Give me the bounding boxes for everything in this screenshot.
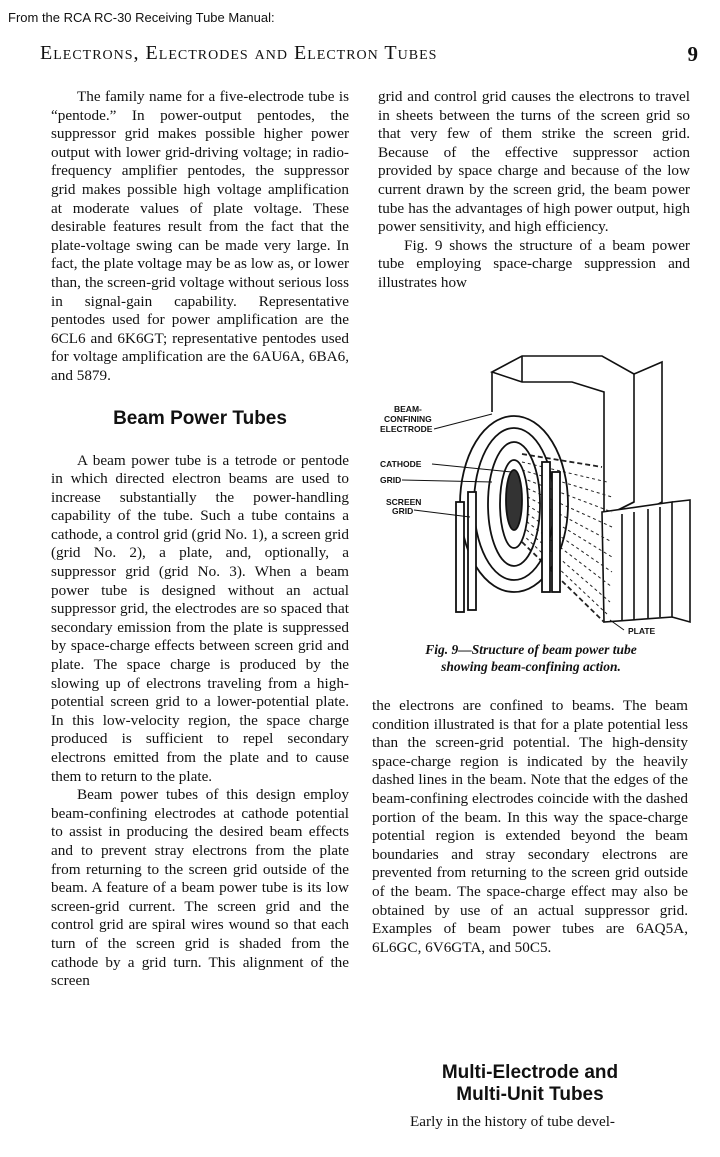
paragraph: grid and control grid causes the electrons to travel in sheets between the turns of the screen grid so that very few of them strike the screen grid. Because of the effective suppressor action provided by space charge and because of the low current drawn by the screen grid, the beam power tube has the advantages of high power output, high power sensitivity, and high efficiency. <box>378 88 690 236</box>
label-beam-confining-2: CONFINING <box>384 414 432 424</box>
page-number: 9 <box>687 42 698 66</box>
paragraph: Early in the history of tube devel- <box>410 1113 615 1130</box>
paragraph: Beam power tubes of this design employ beam-confining electrodes at cathode potential to assist in producing the desired beam effects and to prevent stray electrons from the plate from returning to the screen grid outside of the beam. A feature of a beam power tube is its low screen-grid current. The screen grid and the control grid are spiral wires wound so that each turn of the screen grid is shaded from the cathode by a grid turn. This alignment of the screen <box>51 786 349 990</box>
paragraph: the electrons are confined to beams. The beam condition illustrated is that for a plate potential less than the screen-grid potential. The high-density space-charge region is indicated by the heavily dashed lines in the beam. Note that the edges of the beam-confining electrodes coincide with the dashed portion of the beam. In this way the space-charge potential region is extended beyond the beam boundaries and stray secondary electrons are prevented from returning to the screen grid outside of the beam. The space-charge effect may also be obtained by use of an actual suppressor grid. Examples of beam power tubes are 6AQ5A, 6L6GC, 6V6GTA, and 50C5. <box>372 697 688 956</box>
source-note: From the RCA RC-30 Receiving Tube Manual: <box>8 10 275 25</box>
heading-line: Multi-Electrode and <box>441 1062 619 1083</box>
label-grid: GRID <box>380 475 402 485</box>
caption-line: Fig. 9—Structure of beam power tube <box>425 642 637 657</box>
section-heading-multi-electrode <box>372 1062 688 1106</box>
figure-beam-power-tube <box>372 352 698 642</box>
label-beam-confining: BEAM- <box>394 404 422 414</box>
label-beam-confining-3: ELECTRODE <box>380 424 433 434</box>
paragraph: The family name for a five-electrode tube is “pentode.” In power-output pentodes, the suppressor grid makes possible higher power output with lower grid-driving voltage; in radio-frequency amplifier pentodes, the suppressor grid makes possible high voltage amplification at moderate values of plate voltage. These desirable features result from the fact that the plate-voltage swing can be made very large. In fact, the plate voltage may be as low as, or lower than, the screen-grid voltage without serious loss in signal-gain capability. Representative pentodes used for power amplification are the 6CL6 and 6K6GT; representative pentodes used for voltage amplification are the 6AU6A, 6BA6, and 5879. <box>51 88 349 384</box>
section-heading-beam-power: Beam Power Tubes <box>113 407 287 429</box>
right-column-bottom <box>372 697 688 957</box>
grid-assembly <box>456 416 568 612</box>
label-screen-grid-2: GRID <box>392 506 414 516</box>
running-head: Electrons, Electrodes and Electron Tubes <box>40 42 438 64</box>
figure-caption <box>372 641 690 675</box>
label-cathode: CATHODE <box>380 459 422 469</box>
label-plate: PLATE <box>628 626 656 636</box>
paragraph: Fig. 9 shows the structure of a beam power tube employing space-charge suppression and illustrates how <box>378 236 690 291</box>
heading-line: Multi-Unit Tubes <box>456 1084 604 1105</box>
paragraph: A beam power tube is a tetrode or pentode in which directed electron beams are used to increase substantially the power-handling capability of the tube. Such a tube contains a cathode, a control grid (grid No. 1), a screen grid (grid No. 2), a plate, and, optionally, a suppressor grid (grid No. 3). When a beam power tube is designed without an actual suppressor grid, the electrodes are so spaced that secondary emission from the plate is suppressed by space-charge effects between screen grid and plate. The space charge is produced by the slowing up of electrons traveling from a high-potential screen grid to a lower-potential plate. In this low-velocity region, the space charge produced is sufficient to repel secondary electrons emitted from the plate and to cause them to return to the plate. <box>51 451 349 785</box>
caption-line: showing beam-confining action. <box>441 659 621 674</box>
left-column <box>51 88 349 991</box>
label-screen-grid: SCREEN <box>386 497 422 507</box>
right-column-top <box>378 88 690 293</box>
